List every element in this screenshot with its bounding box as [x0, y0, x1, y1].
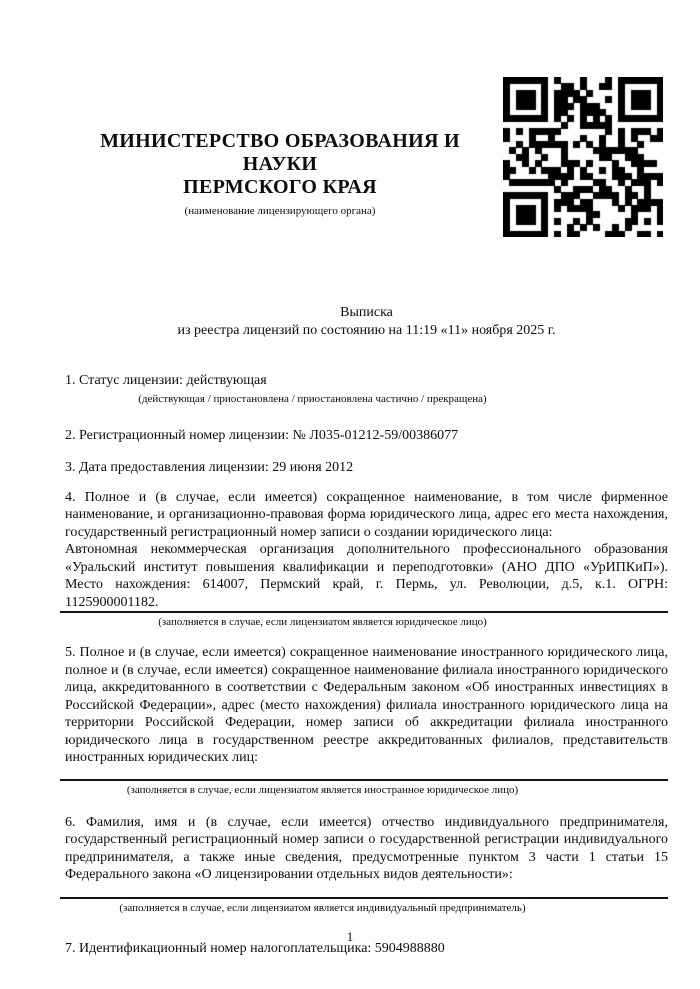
taxpayer-number-text: 7. Идентификационный номер налогоплательщика: 5904988880 — [65, 940, 445, 956]
ministry-name-line1: МИНИСТЕРСТВО ОБРАЗОВАНИЯ И НАУКИ — [100, 130, 460, 175]
registration-number-text: 2. Регистрационный номер лицензии: № Л035-01212-59/00386077 — [65, 427, 459, 443]
individual-entrepreneur-label: 6. Фамилия, имя и (в случае, если имеется) отчество индивидуального предпринимателя, государственный регистрационный номер записи о государственной регистрации индивидуального предпринимателя, а также иные сведения, предусмотренные пунктом 3 части 1 статьи 15 Федерального закона «О лицензировании отдельных видов деятельности»: — [65, 814, 668, 882]
foreign-entity-label: 5. Полное и (в случае, если имеется) сокращенное наименование иностранного юридического лица, полное и (в случае, если имеется) сокращенное наименование филиала иностранного юридического лица, аккредитованного в соответствии с Федеральным законом «Об иностранных инвестициях в Российской Федерации», адрес (место нахождения) филиала иностранного юридического лица на территории Российской Федерации, номер записи об аккредитации филиала иностранного юридического лица в государственном реестре аккредитованных филиалов, представительств иностранных юридических лиц: — [65, 645, 668, 765]
item-legal-entity — [65, 489, 668, 630]
license-grant-date-text: 3. Дата предоставления лицензии: 29 июня 2012 — [65, 460, 354, 475]
legal-entity-fill-line — [60, 611, 668, 613]
item-registration-number — [65, 427, 668, 445]
licensing-authority-caption: (наименование лицензирующего органа) — [184, 205, 376, 217]
licensing-authority-block — [65, 130, 495, 218]
item-foreign-entity — [65, 644, 668, 797]
legal-entity-value: Автономная некоммерческая организация дополнительного профессионального образования «Уральский институт повышения квалификации и переподготовки» (АНО ДПО «УрИПКиП»). Место нахождения: 614007, Пермский край, г. Пермь, ул. Революции, д.5, к.1. ОГРН: 1125900001182. — [65, 542, 668, 610]
individual-entrepreneur-fill-line — [60, 897, 668, 899]
qr-code-icon — [503, 77, 663, 237]
legal-entity-caption: (заполняется в случае, если лицензиатом является юридическое лицо) — [158, 616, 487, 628]
license-status-text: 1. Статус лицензии: действующая — [65, 373, 267, 388]
individual-entrepreneur-caption: (заполняется в случае, если лицензиатом является индивидуальный предприниматель) — [119, 901, 526, 914]
document-title-line1: Выписка — [340, 305, 393, 320]
legal-entity-label: 4. Полное и (в случае, если имеется) сокращенное наименование, в том числе фирменное наименование, и организационно-правовая форма юридического лица, адрес его места нахождения, государственный регистрационный номер записи о создании юридического лица: — [65, 489, 668, 540]
license-status-options-caption: (действующая / приостановлена / приостановлена частично / прекращена) — [138, 392, 487, 405]
item-license-grant-date — [65, 459, 668, 477]
document-header — [65, 0, 668, 217]
foreign-entity-caption: (заполняется в случае, если лицензиатом является иностранное юридическое лицо) — [126, 783, 519, 796]
document-title — [65, 304, 668, 340]
foreign-entity-fill-line — [60, 779, 668, 781]
item-license-status — [65, 372, 668, 406]
ministry-name-line2: ПЕРМСКОГО КРАЯ — [183, 176, 377, 198]
page-number: 1 — [346, 929, 354, 944]
document-title-line2: из реестра лицензий по состоянию на 11:19 «11» ноября 2025 г. — [177, 323, 556, 338]
item-individual-entrepreneur — [65, 814, 668, 915]
